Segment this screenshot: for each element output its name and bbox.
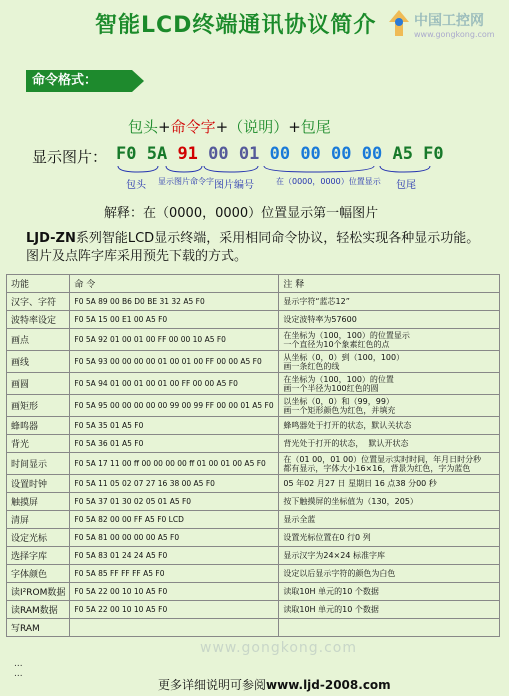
table-row	[7, 435, 500, 453]
table-cell-command: F0 5A 83 01 24 24 A5 F0	[70, 547, 279, 565]
table-cell-note: 在坐标为（100，100）的位置 画一个半径为100红色的圆	[279, 373, 500, 395]
table-row	[7, 475, 500, 493]
table-cell-note: 设定以后显示字符的颜色为白色	[279, 565, 500, 583]
intro-text: 系列智能LCD显示终端，采用相同命令协议，轻松实现各种显示功能。图片及点阵字库采用预先下载的方式。	[26, 231, 480, 264]
table-body	[7, 293, 500, 637]
table-row	[7, 417, 500, 435]
table-row	[7, 373, 500, 395]
format-desc: （说明）	[228, 118, 289, 136]
format-tail: 包尾	[300, 118, 331, 136]
table-cell-command: F0 5A 92 01 00 01 00 FF 00 00 10 A5 F0	[70, 329, 279, 351]
table-cell-function: 蜂鸣器	[7, 417, 70, 435]
table-cell-note: 设定波特率为57600	[279, 311, 500, 329]
example-sequence	[116, 144, 444, 164]
example-sub-pos: 在（0000，0000）位置显示	[276, 177, 381, 186]
table-header: 注 释	[279, 275, 500, 293]
table-cell-function: 设定光标	[7, 529, 70, 547]
table-row	[7, 529, 500, 547]
table-cell-note: 背光处于打开的状态， 默认开状态	[279, 435, 500, 453]
table-cell-command: F0 5A 93 00 00 00 00 01 00 01 00 FF 00 00 A5 F0	[70, 351, 279, 373]
table-cell-note: 显示字符“蓝芯12”	[279, 293, 500, 311]
table-row	[7, 493, 500, 511]
format-plus: +	[158, 118, 171, 136]
format-head: 包头	[128, 118, 159, 136]
footer	[158, 676, 391, 693]
example-label: 显示图片：	[32, 148, 108, 166]
table-cell-command: F0 5A 36 01 A5 F0	[70, 435, 279, 453]
table-cell-note: 读取10H 单元的10 个数据	[279, 601, 500, 619]
example-head: F0 5A	[116, 144, 168, 164]
table-row	[7, 511, 500, 529]
explanation: 解释：在（0000，0000）位置显示第一幅图片	[104, 206, 379, 221]
format-plus: +	[215, 118, 229, 136]
table-row	[7, 395, 500, 417]
table-cell-note	[279, 619, 500, 637]
table-cell-note: 以坐标（0，0）和（99，99） 画一个矩形颜色为红色，并填充	[279, 395, 500, 417]
table-cell-note: 05 年02 月27 日 星期日 16 点38 分00 秒	[279, 475, 500, 493]
format-plus: +	[288, 118, 301, 136]
table-cell-function: 画圆	[7, 373, 70, 395]
example-sub-tail: 包尾	[396, 180, 416, 191]
table-row	[7, 329, 500, 351]
table-row	[7, 311, 500, 329]
table-continuation: ... ...	[14, 659, 23, 679]
table-cell-command: F0 5A 17 11 00 ff 00 00 00 00 ff 01 00 01 00 A5 F0	[70, 453, 279, 475]
table-cell-function: 波特率设定	[7, 311, 70, 329]
example-cmd: 91	[177, 144, 198, 164]
table-row	[7, 583, 500, 601]
table-row	[7, 601, 500, 619]
table-cell-function: 画点	[7, 329, 70, 351]
table-cell-function: 画线	[7, 351, 70, 373]
bottom-watermark: www.gongkong.com	[200, 640, 358, 656]
table-cell-command: F0 5A 82 00 00 FF A5 F0 LCD	[70, 511, 279, 529]
table-cell-note: 从坐标（0，0）到（100，100） 画一条红色的线	[279, 351, 500, 373]
table-cell-command: F0 5A 11 05 02 07 27 16 38 00 A5 F0	[70, 475, 279, 493]
example-sub-num: 图片编号	[214, 180, 254, 191]
table-cell-function: 汉字、字符	[7, 293, 70, 311]
table-row	[7, 453, 500, 475]
example-sub-head: 包头	[126, 180, 146, 191]
table-row	[7, 619, 500, 637]
footer-prefix: 更多详细说明可参阅	[158, 678, 267, 692]
footer-url: www.ljd-2008.com	[266, 678, 391, 692]
watermark	[414, 10, 508, 40]
table-header: 功能	[7, 275, 70, 293]
gongkong-logo-icon	[386, 8, 412, 38]
example-pos: 00 00 00 00	[269, 144, 383, 164]
table-cell-command: F0 5A 22 00 10 10 A5 F0	[70, 601, 279, 619]
section-banner: 命令格式：	[26, 70, 132, 92]
table-cell-command: F0 5A 37 01 30 02 05 01 A5 F0	[70, 493, 279, 511]
table-cell-function: 背光	[7, 435, 70, 453]
table-cell-command: F0 5A 35 01 A5 F0	[70, 417, 279, 435]
table-row	[7, 565, 500, 583]
example-num: 00 01	[208, 144, 260, 164]
table-cell-command: F0 5A 94 01 00 01 00 01 00 FF 00 00 A5 F0	[70, 373, 279, 395]
table-cell-note: 按下触摸屏的坐标值为（130，205）	[279, 493, 500, 511]
table-cell-command: F0 5A 81 00 00 00 00 A5 F0	[70, 529, 279, 547]
watermark-url: www.gongkong.com	[414, 30, 495, 39]
table-cell-command: F0 5A 85 FF FF FF A5 F0	[70, 565, 279, 583]
watermark-name: 中国工控网	[414, 13, 484, 29]
table-row	[7, 351, 500, 373]
table-cell-note: 在（01 00，01 00）位置显示实时时间，年月日时分秒 都有显示，字体大小16×16，背景为红色，字为蓝色	[279, 453, 500, 475]
table-cell-command: F0 5A 15 00 E1 00 A5 F0	[70, 311, 279, 329]
command-table	[6, 274, 500, 637]
example-tail: A5 F0	[392, 144, 444, 164]
table-cell-function: 选择字库	[7, 547, 70, 565]
table-cell-function: 读I²ROM数据	[7, 583, 70, 601]
table-cell-function: 时间显示	[7, 453, 70, 475]
table-header: 命 令	[70, 275, 279, 293]
table-cell-function: 设置时钟	[7, 475, 70, 493]
table-cell-function: 字体颜色	[7, 565, 70, 583]
table-cell-command	[70, 619, 279, 637]
table-cell-note: 读取10H 单元的10 个数据	[279, 583, 500, 601]
table-cell-command: F0 5A 22 00 10 10 A5 F0	[70, 583, 279, 601]
table-cell-note: 显示汉字为24×24 标准字库	[279, 547, 500, 565]
table-cell-command: F0 5A 89 00 B6 D0 BE 31 32 A5 F0	[70, 293, 279, 311]
intro-bold: LJD-ZN	[26, 231, 76, 246]
table-cell-note: 在坐标为（100，100）的位置显示 一个直径为10个象素红色的点	[279, 329, 500, 351]
page-title: 智能LCD终端通讯协议简介	[95, 13, 377, 38]
format-line	[128, 116, 331, 137]
table-cell-function: 读RAM数据	[7, 601, 70, 619]
table-row	[7, 293, 500, 311]
table-cell-function: 触摸屏	[7, 493, 70, 511]
table-cell-command: F0 5A 95 00 00 00 00 00 99 00 99 FF 00 00 01 A5 F0	[70, 395, 279, 417]
intro-paragraph	[26, 230, 486, 266]
table-cell-note: 显示全蓝	[279, 511, 500, 529]
format-cmd: 命令字	[170, 118, 216, 136]
example-sub-cmd: 显示图片命令字	[158, 177, 214, 186]
table-cell-function: 清屏	[7, 511, 70, 529]
table-cell-note: 设置光标位置在0 行0 列	[279, 529, 500, 547]
table-header-row	[7, 275, 500, 293]
table-cell-function: 画矩形	[7, 395, 70, 417]
table-cell-function: 写RAM	[7, 619, 70, 637]
table-row	[7, 547, 500, 565]
table-cell-note: 蜂鸣器处于打开的状态，默认关状态	[279, 417, 500, 435]
